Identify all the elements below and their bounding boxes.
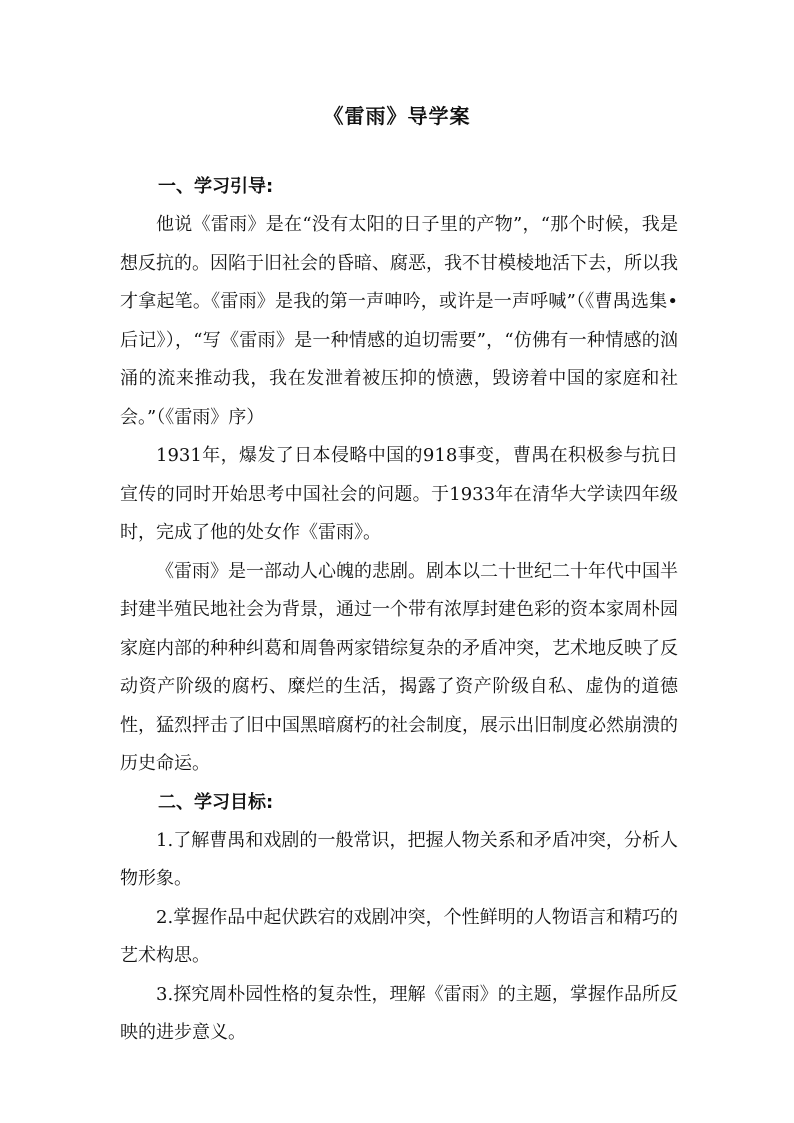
- paragraph: 1931年，爆发了日本侵略中国的918事变，曹禺在积极参与抗日宣传的同时开始思考中国社会的问题。于1933年在清华大学读四年级时，完成了他的处女作《雷雨》。: [120, 445, 678, 543]
- paragraph: 《雷雨》是一部动人心魄的悲剧。剧本以二十世纪二十年代中国半封建半殖民地社会为背景，通过一个带有浓厚封建色彩的资本家周朴园家庭内部的种种纠葛和周鲁两家错综复杂的矛盾冲突，艺术地反映了反动资产阶级的腐朽、糜烂的生活，揭露了资产阶级自私、虚伪的道德性，猛烈抨击了旧中国黑暗腐朽的社会制度，展示出旧制度必然崩溃的历史命运。: [120, 560, 678, 774]
- section-learning-guide: [120, 168, 678, 784]
- section-learning-goals: [120, 784, 678, 1053]
- section-heading: 一、学习引导:: [158, 176, 274, 197]
- goal-item: 3.探究周朴园性格的复杂性，理解《雷雨》的主题，掌握作品所反映的进步意义。: [120, 983, 678, 1043]
- document-title: 《雷雨》导学案: [323, 104, 471, 128]
- paragraph: 他说《雷雨》是在“没有太阳的日子里的产物”，“那个时候，我是想反抗的。因陷于旧社会的昏暗、腐恶，我不甘模棱地活下去，所以我才拿起笔。《雷雨》是我的第一声呻吟，或许是一声呼喊”（《曹禺选集•后记》），“写《雷雨》是一种情感的迫切需要”，“仿佛有一种情感的汹涌的流来推动我，我在发泄着被压抑的愤懑，毁谤着中国的家庭和社会。”（《雷雨》序）: [120, 214, 678, 428]
- section-heading: 二、学习目标:: [158, 791, 274, 813]
- goal-item: 1.了解曹禺和戏剧的一般常识，把握人物关系和矛盾冲突，分析人物形象。: [120, 829, 678, 889]
- document-body: [120, 168, 678, 1053]
- goal-item: 2.掌握作品中起伏跌宕的戏剧冲突，个性鲜明的人物语言和精巧的艺术构思。: [120, 906, 678, 966]
